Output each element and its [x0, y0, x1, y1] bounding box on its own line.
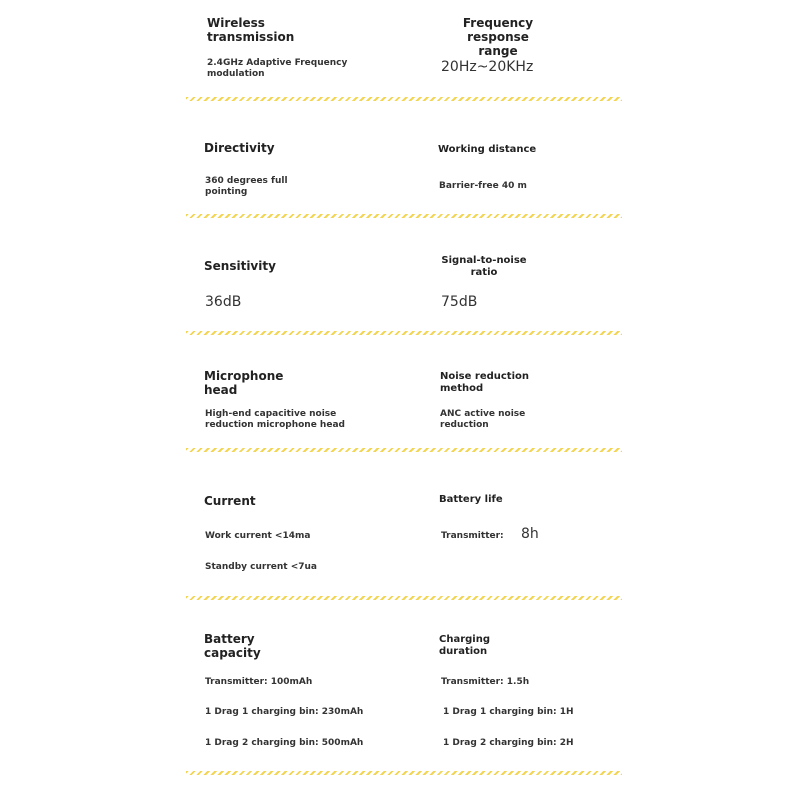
divider	[186, 214, 622, 218]
directivity-value: 360 degrees full pointing	[205, 176, 288, 197]
noise-reduction-label: Noise reduction method	[440, 371, 529, 394]
sensitivity-label: Sensitivity	[204, 259, 276, 273]
divider	[186, 97, 622, 101]
work-current-value: Work current <14ma	[205, 531, 311, 541]
microphone-head-value: High-end capacitive noise reduction microphone head	[205, 409, 345, 430]
standby-current-value: Standby current <7ua	[205, 562, 317, 572]
frequency-response-label: Frequency response range	[462, 16, 534, 58]
capacity-drag1-value: 1 Drag 1 charging bin: 230mAh	[205, 707, 364, 717]
sensitivity-value: 36dB	[205, 294, 242, 310]
battery-life-label: Battery life	[439, 494, 503, 505]
divider	[186, 771, 622, 775]
working-distance-label: Working distance	[438, 144, 537, 155]
microphone-head-label: Microphone head	[204, 369, 284, 397]
divider	[186, 448, 622, 452]
divider	[186, 331, 622, 335]
working-distance-value: Barrier-free 40 m	[439, 181, 527, 191]
charging-drag2-value: 1 Drag 2 charging bin: 2H	[443, 738, 574, 748]
snr-label: Signal-to-noise ratio	[441, 255, 527, 278]
capacity-transmitter-value: Transmitter: 100mAh	[205, 677, 313, 687]
battery-capacity-label: Battery capacity	[204, 632, 261, 660]
frequency-response-value: 20Hz~20KHz	[441, 59, 534, 75]
snr-value: 75dB	[441, 294, 478, 310]
charging-transmitter-value: Transmitter: 1.5h	[441, 677, 530, 687]
wireless-transmission-value: 2.4GHz Adaptive Frequency modulation	[207, 58, 348, 79]
charging-duration-label: Charging duration	[439, 634, 491, 657]
capacity-drag2-value: 1 Drag 2 charging bin: 500mAh	[205, 738, 364, 748]
battery-life-key: Transmitter:	[441, 531, 504, 541]
divider	[186, 596, 622, 600]
noise-reduction-value: ANC active noise reduction	[440, 409, 526, 430]
directivity-label: Directivity	[204, 141, 275, 155]
battery-life-value: 8h	[521, 526, 539, 542]
current-label: Current	[204, 494, 256, 508]
charging-drag1-value: 1 Drag 1 charging bin: 1H	[443, 707, 574, 717]
wireless-transmission-label: Wireless transmission	[207, 16, 295, 44]
